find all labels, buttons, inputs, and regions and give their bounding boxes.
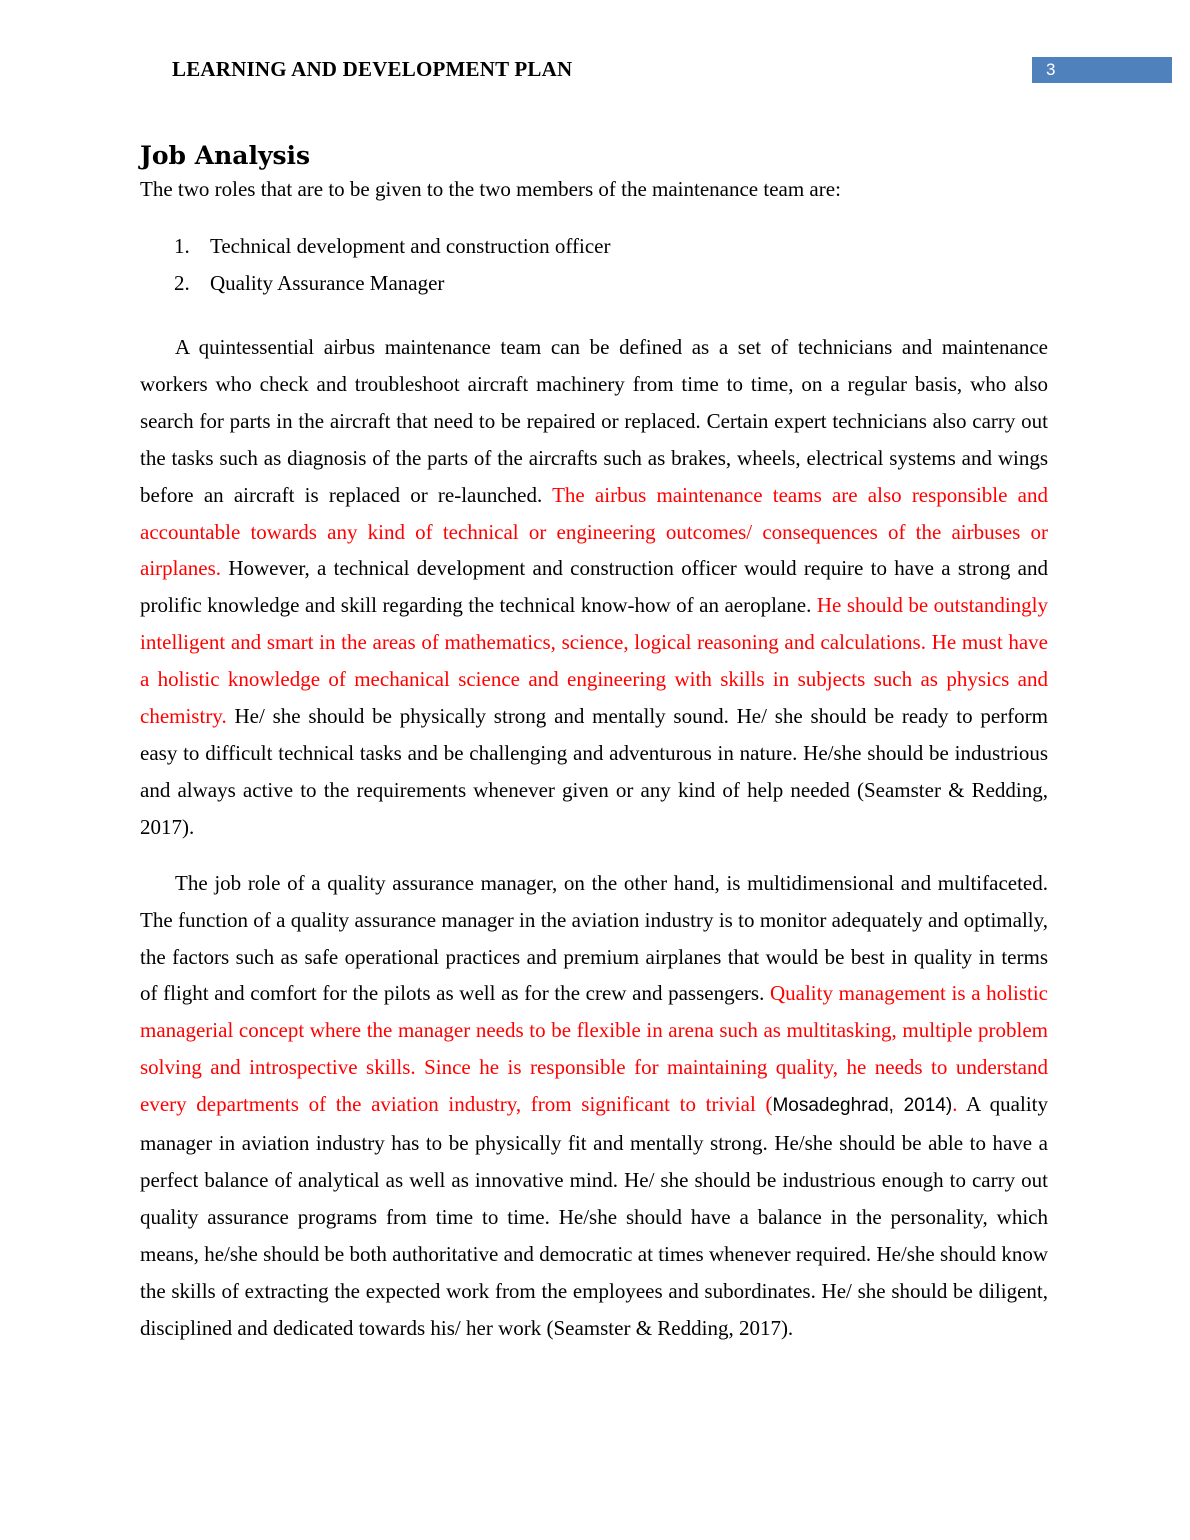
citation-text: Mosadeghrad, 2014) <box>772 1095 953 1117</box>
list-item-label: Quality Assurance Manager <box>210 271 445 295</box>
paragraph-quality-assurance <box>140 865 1048 1347</box>
intro-paragraph: The two roles that are to be given to the two members of the maintenance team are: <box>140 177 841 201</box>
paragraph-maintenance-team <box>140 329 1048 846</box>
text-run: The job role of a quality assurance manager, on the other hand, is multidimensional and multifaceted. The function of a quality assurance manager in the aviation industry is to monitor adequately and optimally, the factors such as safe operational practices and premium airplanes that would be best in quality in terms of flight and comfort for the pilots as well as for the crew and passengers. <box>140 870 1048 1006</box>
list-item-label: Technical development and construction officer <box>210 234 611 258</box>
highlighted-text-run: Quality management is a holistic managerial concept where the manager needs to be flexible in arena such as multitasking, multiple problem solving and introspective skills. Since he is responsible for maintaining quality, he needs to understand every departments of the aviation industry, from significant to trivial ( <box>140 981 1048 1117</box>
document-body <box>140 138 1048 1365</box>
list-item <box>140 228 1048 265</box>
highlighted-text-run: The airbus maintenance teams are also responsible and accountable towards any kind of technical or engineering outcomes/ consequences of the airbuses or airplanes. <box>140 482 1048 581</box>
roles-list <box>140 228 1048 302</box>
text-run: A quintessential airbus maintenance team can be defined as a set of technicians and maintenance workers who check and troubleshoot aircraft machinery from time to time, on a regular basis, who also search for parts in the aircraft that need to be repaired or replaced. Certain expert technicians also carry out the tasks such as diagnosis of the parts of the aircrafts such as brakes, wheels, electrical systems and wings before an aircraft is replaced or re-launched. <box>140 335 1048 507</box>
text-run: A quality manager in aviation industry has to be physically fit and mentally strong. He/she should be able to have a perfect balance of analytical as well as innovative mind. He/ she should be industrious enough to carry out quality assurance programs from time to time. He/she should have a balance in the personality, which means, he/she should be both authoritative and democratic at times whenever required. He/she should know the skills of extracting the expected work from the employees and subordinates. He/ she should be diligent, disciplined and dedicated towards his/ her work (Seamster & Redding, 2017). <box>140 1092 1048 1340</box>
highlighted-text-run: He should be outstandingly intelligent and smart in the areas of mathematics, science, logical reasoning and calculations. He must have a holistic knowledge of mechanical science and engineering with skills in subjects such as physics and chemistry. <box>140 593 1048 729</box>
highlighted-text-run: . <box>952 1092 966 1117</box>
text-run: He/ she should be physically strong and mentally sound. He/ she should be ready to perform easy to difficult technical tasks and be challenging and adventurous in nature. He/she should be industrious and always active to the requirements whenever given or any kind of help needed (Seamster & Redding, 2017). <box>140 704 1048 839</box>
running-header-title: LEARNING AND DEVELOPMENT PLAN <box>172 57 573 81</box>
text-run: However, a technical development and construction officer would require to have a strong and prolific knowledge and skill regarding the technical know-how of an aeroplane. <box>140 556 1048 618</box>
list-item-number: 1. <box>174 234 190 258</box>
page-number-badge: 3 <box>1032 57 1172 83</box>
section-heading: Job Analysis <box>140 141 311 170</box>
list-item-number: 2. <box>174 271 190 295</box>
list-item <box>140 265 1048 302</box>
